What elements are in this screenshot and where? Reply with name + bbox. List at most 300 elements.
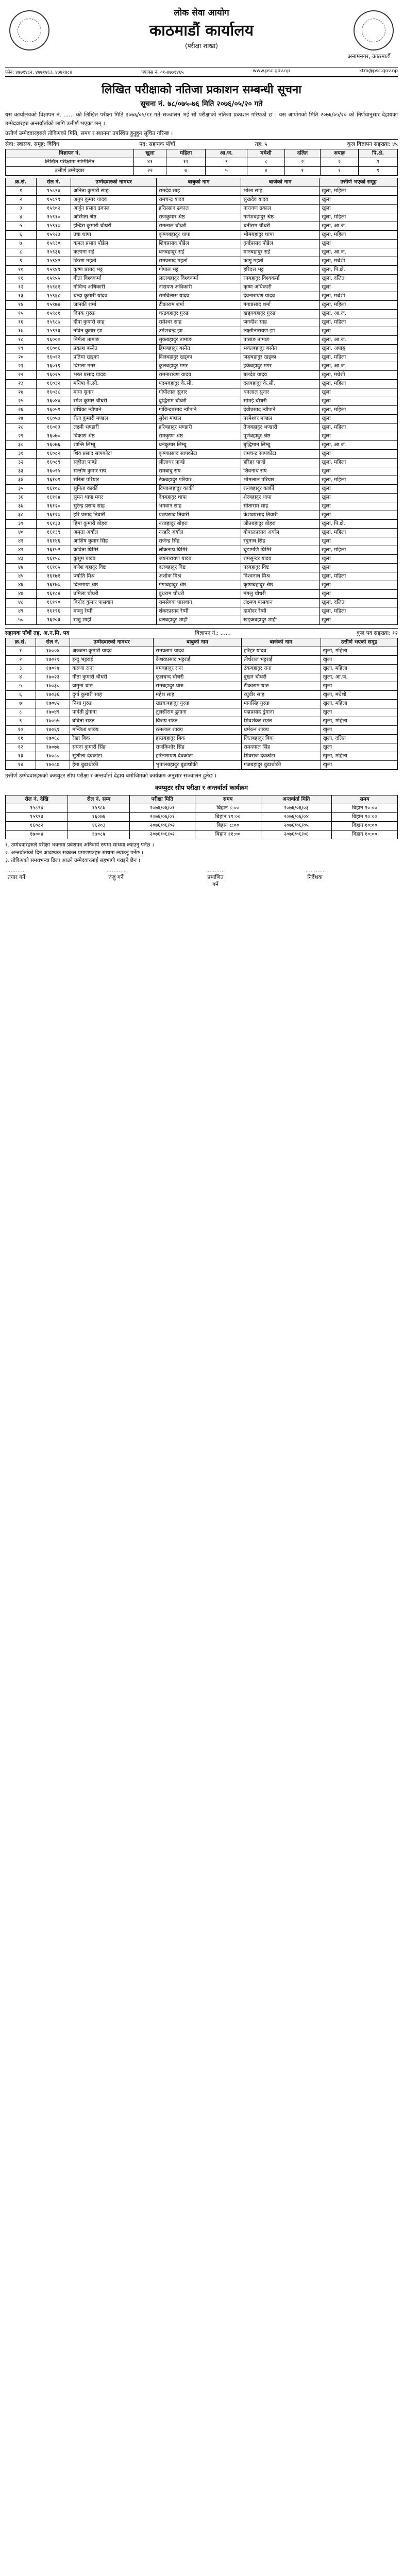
table-cell: खुला <box>320 196 398 205</box>
table-cell: खुला, मधेशी <box>320 257 398 266</box>
table-cell: १७०१७ <box>36 665 70 673</box>
table-cell: १२ <box>6 743 36 752</box>
table-cell: २२ <box>6 371 37 380</box>
nepal-emblem-icon <box>9 10 49 50</box>
table-cell: ७ <box>166 167 206 176</box>
table-cell: खुला <box>320 555 398 564</box>
table-row <box>6 380 398 388</box>
table-cell: पद्मप्रसाद ढुंगाना <box>241 708 321 717</box>
table-cell: १ <box>284 167 321 176</box>
table-cell: खुला <box>320 494 398 502</box>
table-cell: रामप्रसाद महतो <box>156 257 241 266</box>
column-header: उत्तीर्ण भएको समूह <box>321 638 397 647</box>
table-row <box>6 196 398 205</box>
table-cell: ३६ <box>6 494 37 502</box>
table-cell: १ <box>359 167 398 176</box>
table-row <box>6 266 398 275</box>
table-cell: ४३ <box>6 555 37 564</box>
table-cell: ९ <box>6 257 37 266</box>
table-cell: लीलाधर पाण्डे <box>156 459 241 467</box>
table-cell: १६१२० <box>36 502 71 511</box>
table-cell: १५९३६ <box>36 248 71 257</box>
table-cell: १६०१९ <box>36 362 71 371</box>
table-cell: १२ <box>6 283 37 292</box>
table-cell: २९ <box>6 432 37 441</box>
table-row <box>6 441 398 450</box>
table-row <box>6 336 398 345</box>
signature: ........... तयार गर्ने <box>7 868 26 880</box>
signature: ........... रुजु गर्ने <box>106 868 126 880</box>
column-header: पि.क्षे. <box>359 149 398 158</box>
column-header: अपाङ्ग <box>321 149 359 158</box>
table-row <box>6 691 398 700</box>
table-cell: खुला, महिला <box>320 607 398 616</box>
table-cell: केशवप्रसाद भट्टराई <box>154 656 242 665</box>
table-cell: धनकुमार लिम्बू <box>156 441 241 450</box>
table-cell: १५९६८ <box>36 292 71 301</box>
table-cell: खुला, महिला <box>320 380 398 388</box>
table-row <box>6 673 398 682</box>
table-cell: खुला, महिला <box>321 717 397 726</box>
table-cell: गीता कुमारी चौधरी <box>70 673 154 682</box>
table-row <box>6 240 398 248</box>
table-cell: मन्जिता शाक्य <box>70 726 154 735</box>
table-row <box>6 520 398 529</box>
total-posts: कुल विज्ञापन सङ्ख्या: ४५ <box>347 141 398 147</box>
table-cell: भुपालबहादुर बुढाथोकी <box>154 761 242 770</box>
table-cell: १२ <box>166 158 206 167</box>
table-cell: नरहरि अर्याल <box>156 529 241 537</box>
table-cell: २ <box>6 656 36 665</box>
table-cell: १५९३० <box>36 240 71 248</box>
table-cell: १६१३९ <box>36 529 71 537</box>
table-row <box>6 205 398 213</box>
table-cell: खुला, महिला <box>320 318 398 327</box>
table-cell: फागु महतो <box>241 257 320 266</box>
table-cell: १५९०२ <box>36 205 71 213</box>
table-cell: टीकाराम शर्मा <box>156 301 241 310</box>
signature: ........... निर्देशक <box>305 868 325 880</box>
column-header: क्र.सं. <box>6 178 37 187</box>
table-cell: खुला <box>320 511 398 520</box>
table-cell: १० <box>6 266 37 275</box>
table-cell: जङ्गबहादुर खड्का <box>241 353 320 362</box>
table-cell: बिहान १०:०० <box>331 813 397 822</box>
column-header: समय <box>331 795 397 804</box>
table-cell: विजय राउत <box>154 717 242 726</box>
table-cell: दुर्गाप्रसाद पौडेल <box>241 240 320 248</box>
table-cell: ३८ <box>6 511 37 520</box>
table-cell: तुलसीराम ढुंगाना <box>154 708 242 717</box>
table-cell: पूर्णबहादुर श्रेष्ठ <box>241 432 320 441</box>
table-cell: २०७६/०६/०१ <box>130 804 195 813</box>
table-cell: अमृता अर्याल <box>71 529 157 537</box>
table-cell: अञ्जना कुमारी यादव <box>70 647 154 656</box>
table-cell: खुला, आ.ज. <box>320 248 398 257</box>
column-header: उम्मेदवारको नामथर <box>71 178 157 187</box>
column-header: रोल नं. <box>36 638 70 647</box>
column-header: क्र.सं. <box>6 638 36 647</box>
table-cell: निर्मला तामाङ <box>71 336 157 345</box>
table-cell: विश्वनाथ मिश्र <box>241 572 320 581</box>
table-cell: ३३ <box>6 467 37 476</box>
table-cell: बिहान ८:०० <box>195 804 261 813</box>
table-cell: सन्तोष कुमार राय <box>71 467 157 476</box>
table-cell: खुला, दलित <box>321 735 397 743</box>
table-cell: ४ <box>6 213 37 222</box>
table-cell: कुसुम यादव <box>71 555 157 564</box>
table-cell: खुला, महिला <box>320 459 398 467</box>
table-cell: खुला <box>320 240 398 248</box>
table-cell: शंकरप्रसाद रेग्मी <box>156 607 241 616</box>
table-cell: खुला <box>320 432 398 441</box>
table-cell: ४९ <box>6 607 37 616</box>
table-cell: ६ <box>6 691 36 700</box>
table-row <box>6 292 398 301</box>
table-cell: परमेश्वर मण्डल <box>241 415 320 423</box>
table-cell: १४ <box>6 301 37 310</box>
table-cell: २७ <box>6 415 37 423</box>
table-cell: रामदयाल सिंह <box>241 743 321 752</box>
table-cell: शिवशंकर राउत <box>241 717 321 726</box>
table-cell: ४७ <box>6 590 37 599</box>
table-cell: गोविन्दप्रसाद न्यौपाने <box>156 406 241 415</box>
email-link[interactable]: ktm@psc.gov.np <box>359 69 398 74</box>
table-cell: १५९९३ <box>36 327 71 336</box>
table-cell: ७ <box>6 700 36 708</box>
table-cell: फूलचन्द चौधरी <box>154 673 242 682</box>
table-cell: कल्पना राई <box>71 248 157 257</box>
column-header: समय <box>195 795 261 804</box>
table-cell: गीता विश्वकर्मा <box>71 275 157 283</box>
table-cell: दिलबहादुर खड्का <box>156 353 241 362</box>
table-cell: देवबहादुर थापा <box>156 494 241 502</box>
table-row <box>6 822 398 831</box>
table-cell: १६०७६ <box>68 813 129 822</box>
table-cell: २२ <box>134 167 166 176</box>
table-cell: अशोक मिश्र <box>156 572 241 581</box>
table-cell: नरबहादुर विष्ट <box>241 564 320 572</box>
psc-logo-icon <box>354 10 394 50</box>
table-cell: १६११४ <box>36 494 71 502</box>
table-cell: ११ <box>6 735 36 743</box>
table-row <box>6 371 398 380</box>
table-cell: १५९१० <box>36 213 71 222</box>
table-cell: कुलबहादुर मगर <box>156 362 241 371</box>
table-cell: तेजबहादुर भण्डारी <box>241 423 320 432</box>
table-row <box>6 467 398 476</box>
table-cell: ४१ <box>134 158 166 167</box>
table-cell: १६०५७ <box>36 415 71 423</box>
intro-paragraph: यस कार्यालयको विज्ञापन नं. ...... को लिखित परीक्षा मिति २०७६/०५/११ गते सञ्चालन भई सो परीक्षाको नतिजा प्रकाशन गरिएको छ । यस आयोगको मिति २०७६/०५/२० को निर्णयानुसार देहायका उम्मेदवारहरु अन्तर्वार्ताको लागि उत्तीर्ण भएका छन् । <box>5 112 398 127</box>
signature: ........... प्रमाणित गर्ने <box>206 868 225 888</box>
table-row <box>6 450 398 459</box>
table-cell: कविता घिमिरे <box>71 546 157 555</box>
table-row <box>6 502 398 511</box>
schedule-table <box>5 795 398 839</box>
table-cell: २०७६/०६/०२ <box>130 831 195 839</box>
table-cell: विकास श्रेष्ठ <box>71 432 157 441</box>
table-cell: १६२०३ <box>68 822 129 831</box>
table-cell: राजु शाही <box>71 616 157 625</box>
table-row <box>6 222 398 231</box>
table-cell: १५९१७ <box>36 222 71 231</box>
table-cell: हिमबहादुर बस्नेत <box>156 345 241 353</box>
table-cell: ३ <box>6 205 37 213</box>
table-row <box>6 415 398 423</box>
table-cell: सुरेन्द्र प्रसाद साह <box>71 502 157 511</box>
table-cell: खुला, मधेशी <box>320 371 398 380</box>
table-cell: १६१५२ <box>36 546 71 555</box>
table-cell: खुला, मधेशी <box>321 691 397 700</box>
table-cell: भीमबहादुर थापा <box>241 231 320 240</box>
table-cell: खुला <box>320 537 398 546</box>
table-cell: २०७६/०६/०४ <box>261 813 331 822</box>
table-cell: १५९५५ <box>36 275 71 283</box>
table-cell: ३२ <box>6 459 37 467</box>
table-cell: रामप्रताप यादव <box>154 647 242 656</box>
column-header: बाबुको नाम <box>154 638 242 647</box>
table-cell: लिखित परीक्षामा सम्मिलित <box>6 158 134 167</box>
table-cell: १६१७१ <box>36 572 71 581</box>
table-cell: तीर्थराज भट्टराई <box>241 656 321 665</box>
footnote: ३. तोकिएको समयभन्दा ढिला आउने उम्मेदवारलाई सहभागी गराइने छैन । <box>5 858 141 863</box>
table-cell: ३१ <box>6 450 37 459</box>
table-cell: १६०१२ <box>36 353 71 362</box>
table-cell: ३९ <box>6 520 37 529</box>
table-cell: कमल प्रसाद पौडेल <box>71 240 157 248</box>
table-row <box>6 647 398 656</box>
table-row <box>6 726 398 735</box>
contact-bar <box>5 67 398 77</box>
table-row <box>6 743 398 752</box>
table-cell: लालबहादुर विश्वकर्मा <box>156 275 241 283</box>
table-cell: नारायण ढकाल <box>241 205 320 213</box>
table-row <box>6 388 398 397</box>
table-cell: गोपीलाल सुनार <box>156 388 241 397</box>
table-cell: दिपकबहादुर कार्की <box>156 485 241 494</box>
table-cell: खुला, महिला <box>320 187 398 196</box>
table-cell: कृष्णबहादुर थापा <box>156 231 241 240</box>
table-cell: दिलमाया श्रेष्ठ <box>71 581 157 590</box>
table-cell: १५ <box>6 310 37 318</box>
website-link[interactable]: www.psc.gov.np <box>253 69 290 74</box>
table-cell: सुकबहादुर तामाङ <box>156 336 241 345</box>
table-cell: १० <box>6 726 36 735</box>
table-cell: १३ <box>6 752 36 761</box>
table-cell: शिवनाथ राय <box>241 467 320 476</box>
table-cell: ५० <box>6 616 37 625</box>
table-cell: १९ <box>6 345 37 353</box>
table-cell: खुला, महिला <box>320 529 398 537</box>
post-info <box>5 139 398 149</box>
table-row <box>6 187 398 196</box>
table-cell: ७ <box>6 240 37 248</box>
table-cell: खुला, दलित <box>320 275 398 283</box>
table-row <box>6 717 398 726</box>
table-cell: सुखदेव यादव <box>241 196 320 205</box>
table-cell: १५८९४ <box>6 804 68 813</box>
table-cell: १५९८७ <box>68 804 129 813</box>
table-cell: सीताराम साह <box>241 502 320 511</box>
table-cell: १७०६१ <box>36 726 70 735</box>
table-cell: किरण महतो <box>71 257 157 266</box>
table-row <box>6 353 398 362</box>
table-cell: १७००४ <box>6 831 68 839</box>
notice-title: लिखित परीक्षाको नतिजा प्रकाशन सम्बन्धी सूचना <box>102 83 301 96</box>
table-cell: बिहान ११:०० <box>195 813 261 822</box>
column-header: उत्तीर्ण भएको समूह <box>320 178 398 187</box>
table-row <box>6 257 398 266</box>
table-cell: १६००० <box>36 336 71 345</box>
table-cell: खुला <box>321 761 397 770</box>
table-cell: ३५ <box>6 485 37 494</box>
table-cell: बुधराम चौधरी <box>156 590 241 599</box>
table-cell: १६१७७ <box>36 581 71 590</box>
table-cell: बुद्धिमान लिम्बू <box>241 441 320 450</box>
table-cell: १७०७४ <box>36 743 70 752</box>
table-cell: ४१ <box>6 537 37 546</box>
table-cell: ९ <box>6 717 36 726</box>
table-cell: १६०८२ <box>36 450 71 459</box>
table-cell: गंगाबहादुर श्रेष्ठ <box>156 581 241 590</box>
table-cell: १६०६३ <box>36 423 71 432</box>
table-cell: टेकबहादुर परियार <box>156 476 241 485</box>
table-row <box>6 700 398 708</box>
table-cell: २०७६/०६/०५ <box>261 822 331 831</box>
table-cell: लक्ष्मी भण्डारी <box>71 423 157 432</box>
column-header: बाजेको नाम <box>241 638 321 647</box>
table-cell: इन्दु भट्टराई <box>70 656 154 665</box>
table-cell: २०७६/०६/०३ <box>261 804 331 813</box>
table-cell: हिमा कुमारी बोहरा <box>71 520 157 529</box>
table-cell: रमेश कुमार चौधरी <box>71 397 157 406</box>
table-cell: खुला <box>320 467 398 476</box>
table-cell: १५९८१ <box>36 310 71 318</box>
table-cell: दलबहादुर विष्ट <box>156 564 241 572</box>
table-cell: खड्कबहादुर शाही <box>241 616 320 625</box>
table-cell: खुला, दलित <box>320 599 398 607</box>
table-cell: पासाङ तामाङ <box>241 336 320 345</box>
column-header: रोल नं. सम्म <box>68 795 129 804</box>
table-row <box>6 406 398 415</box>
table-cell: १६०२५ <box>36 371 71 380</box>
table-cell: भोला साह <box>241 187 320 196</box>
table-cell: दीपा कुमारी साह <box>71 318 157 327</box>
table-cell: केशवप्रसाद तिवारी <box>241 511 320 520</box>
table-cell: खुला <box>320 397 398 406</box>
table-cell: देवीप्रसाद न्यौपाने <box>241 406 320 415</box>
table-cell: गणेशबहादुर श्रेष्ठ <box>241 213 320 222</box>
table-cell: खुला, महिला <box>320 546 398 555</box>
table-cell: रीता कुमारी मण्डल <box>71 415 157 423</box>
table-cell: गंगाप्रसाद शर्मा <box>241 301 320 310</box>
table-cell: खुला, आ.ज. <box>320 222 398 231</box>
table-cell: १६१८४ <box>36 590 71 599</box>
table-cell: कृष्ण प्रसाद भट्ट <box>71 266 157 275</box>
table-cell: राजकिशोर सिंह <box>154 743 242 752</box>
table-cell: १५८९९ <box>36 196 71 205</box>
table-cell: मानसिंह गुरुङ <box>241 700 321 708</box>
column-header: रोल नं. देखि <box>6 795 68 804</box>
table-cell: रामचन्द्र सापकोटा <box>241 450 320 459</box>
table-cell: पार्वती ढुंगाना <box>70 708 154 717</box>
table-cell: ५ <box>206 167 247 176</box>
table-cell: उमेशचन्द्र झा <box>156 327 241 336</box>
table-cell: बिहान ८:०० <box>195 822 261 831</box>
table-cell: खुला, महिला <box>320 213 398 222</box>
table-cell: रत्नलाल शाक्य <box>154 726 242 735</box>
summary-table <box>5 149 398 176</box>
table-cell: १७०३० <box>36 682 70 691</box>
table-cell: २ <box>321 158 359 167</box>
table-row <box>6 167 398 176</box>
table-cell: धनबहादुर राई <box>156 248 241 257</box>
table-row <box>6 572 398 581</box>
table-cell: ८ <box>6 248 37 257</box>
table-cell: प्रमिला चौधरी <box>71 590 157 599</box>
table-cell: खुला, महिला <box>320 406 398 415</box>
table-cell: अनुप कुमार यादव <box>71 196 157 205</box>
column-header: रोल नं. <box>36 178 71 187</box>
table-cell: भीमलाल परियार <box>241 476 320 485</box>
table-cell: टीकाराम थारु <box>241 682 321 691</box>
table-cell: सुनिता कार्की <box>71 485 157 494</box>
table-cell: १५८९४ <box>36 187 71 196</box>
table-cell: धर्मरत्न शाक्य <box>241 726 321 735</box>
column-header: उम्मेदवारको नामथर <box>70 638 154 647</box>
table-cell: खुला <box>320 502 398 511</box>
table-cell: खुला <box>320 564 398 572</box>
table-cell: ३४ <box>6 476 37 485</box>
table-cell: रामकृष्ण श्रेष्ठ <box>156 432 241 441</box>
column-header: बाजेको नाम <box>241 178 320 187</box>
table-row <box>6 459 398 467</box>
table-cell: हरिबहादुर भण्डारी <box>156 423 241 432</box>
table-cell: निशा गुरुङ <box>70 700 154 708</box>
table-cell: खुला, आ.ज. <box>320 336 398 345</box>
table-cell: १४ <box>6 761 36 770</box>
footnote: २. अन्तर्वार्ताको दिन आवश्यक सक्कल प्रमाणपत्रहरु साथमा ल्याउनु पर्नेछ । <box>5 850 144 856</box>
table-cell: बबिता राउत <box>70 717 154 726</box>
table-row <box>6 581 398 590</box>
table-cell: १८ <box>6 336 37 345</box>
table-cell: सोमई चौधरी <box>241 397 320 406</box>
table-cell: रेखा बिक <box>70 735 154 743</box>
table-cell: शिव प्रसाद सापकोटा <box>71 450 157 459</box>
table-cell: १६००६ <box>36 345 71 353</box>
table-cell: १६१२७ <box>36 511 71 520</box>
table-cell: यज्ञप्रसाद तिवारी <box>156 511 241 520</box>
org-name: लोक सेवा आयोग <box>174 8 229 18</box>
table-cell: बिमला मगर <box>71 362 157 371</box>
table-row <box>6 275 398 283</box>
table-cell: २०७६/०६/०२ <box>130 822 195 831</box>
table-cell: खुला, पि.क्षे. <box>320 520 398 529</box>
service-group: सेवा: स्वास्थ्य, समूह: विविध <box>5 141 60 147</box>
table-cell: २४ <box>6 388 37 397</box>
table-cell: १३ <box>6 292 37 301</box>
table-cell: दिपक गुरुङ <box>71 310 157 318</box>
table-cell: गजबहादुर बुढाथोकी <box>241 761 321 770</box>
office-name: काठमाडौं कार्यालय <box>149 22 254 40</box>
table-cell: १६ <box>6 318 37 327</box>
table-cell: जमुना थारु <box>70 682 154 691</box>
table-cell: जगदीश साह <box>241 318 320 327</box>
table-cell: ३७ <box>6 502 37 511</box>
table-cell: १७०११ <box>36 656 70 665</box>
table-row <box>6 362 398 371</box>
